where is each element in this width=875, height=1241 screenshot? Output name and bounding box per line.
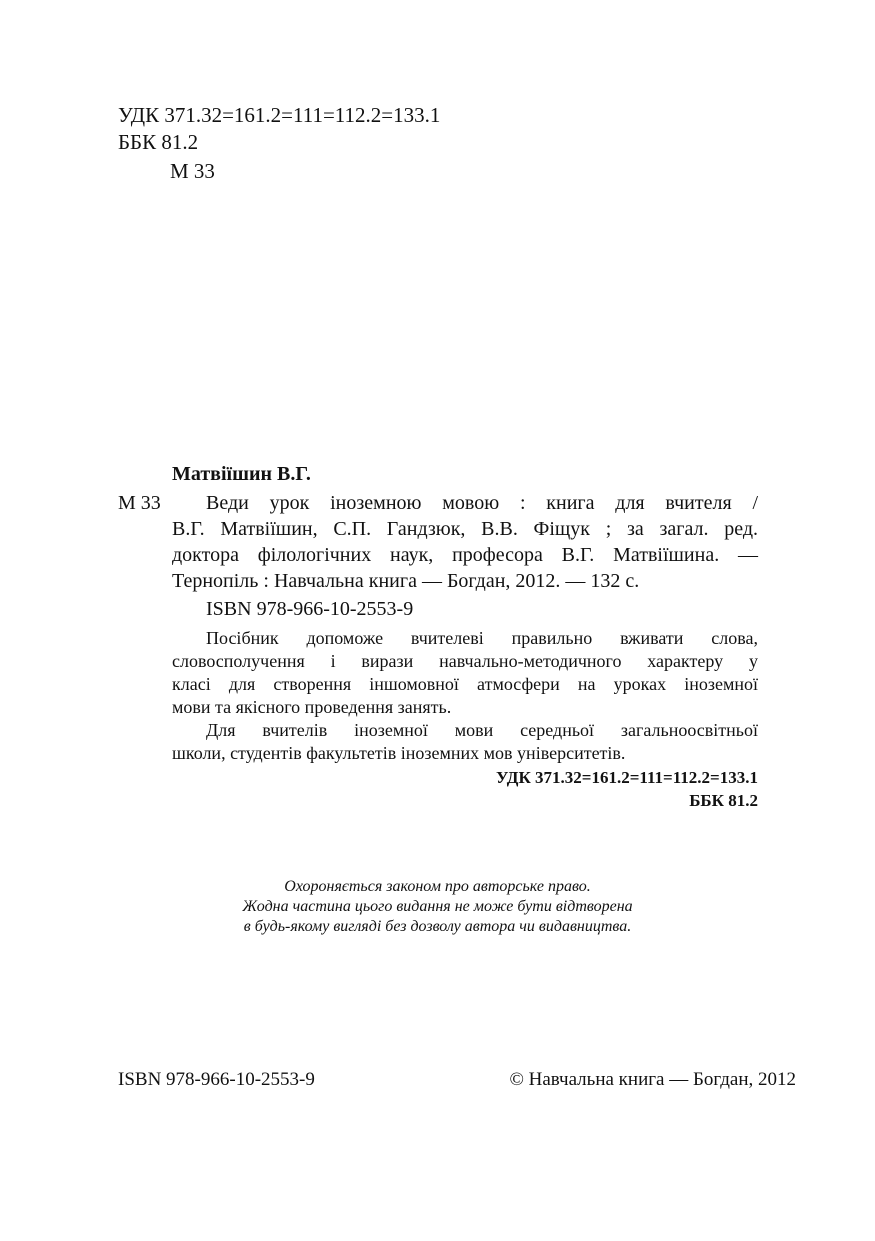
annotation-line: Посібник допоможе вчителеві правильно вживати слова,	[206, 628, 758, 648]
annotation-line: класі для створення іншомовної атмосфери на уроках іноземної	[172, 674, 758, 694]
bbk-header: ББК 81.2	[118, 130, 199, 154]
entry-udk: УДК 371.32=161.2=111=112.2=133.1	[496, 768, 758, 787]
footer-isbn: ISBN 978-966-10-2553-9	[118, 1069, 315, 1090]
entry-publisher-line: Тернопіль : Навчальна книга — Богдан, 2012. — 132 с.	[172, 570, 640, 592]
entry-isbn: ISBN 978-966-10-2553-9	[206, 598, 414, 620]
entry-code: М 33	[118, 492, 161, 514]
entry-author: Матвіїшин В.Г.	[172, 463, 311, 485]
entry-editor-line: доктора філологічних наук, професора В.Г. Матвіїшина. —	[172, 544, 758, 566]
author-mark-header: М 33	[170, 159, 215, 183]
audience-line: Для вчителів іноземної мови середньої загальноосвітньої	[206, 720, 758, 740]
copyright-notice-line: в будь-якому вигляді без дозволу автора чи видавництва.	[243, 918, 632, 935]
audience-line: школи, студентів факультетів іноземних мов університетів.	[172, 743, 626, 763]
entry-title-line: Веди урок іноземною мовою : книга для вчителя /	[206, 492, 758, 514]
annotation-line: словосполучення і вирази навчально-методичного характеру у	[172, 651, 758, 671]
copyright-notice-line: Охороняється законом про авторське право.	[284, 878, 591, 895]
udk-header: УДК 371.32=161.2=111=112.2=133.1	[118, 103, 441, 127]
footer-copyright: © Навчальна книга — Богдан, 2012	[509, 1069, 796, 1090]
entry-authors-line: В.Г. Матвіїшин, С.П. Гандзюк, В.В. Фіщук ; за загал. ред.	[172, 518, 758, 540]
annotation-line: мови та якісного проведення занять.	[172, 697, 452, 717]
copyright-notice-line: Жодна частина цього видання не може бути відтворена	[242, 898, 633, 915]
entry-bbk: ББК 81.2	[689, 791, 758, 810]
